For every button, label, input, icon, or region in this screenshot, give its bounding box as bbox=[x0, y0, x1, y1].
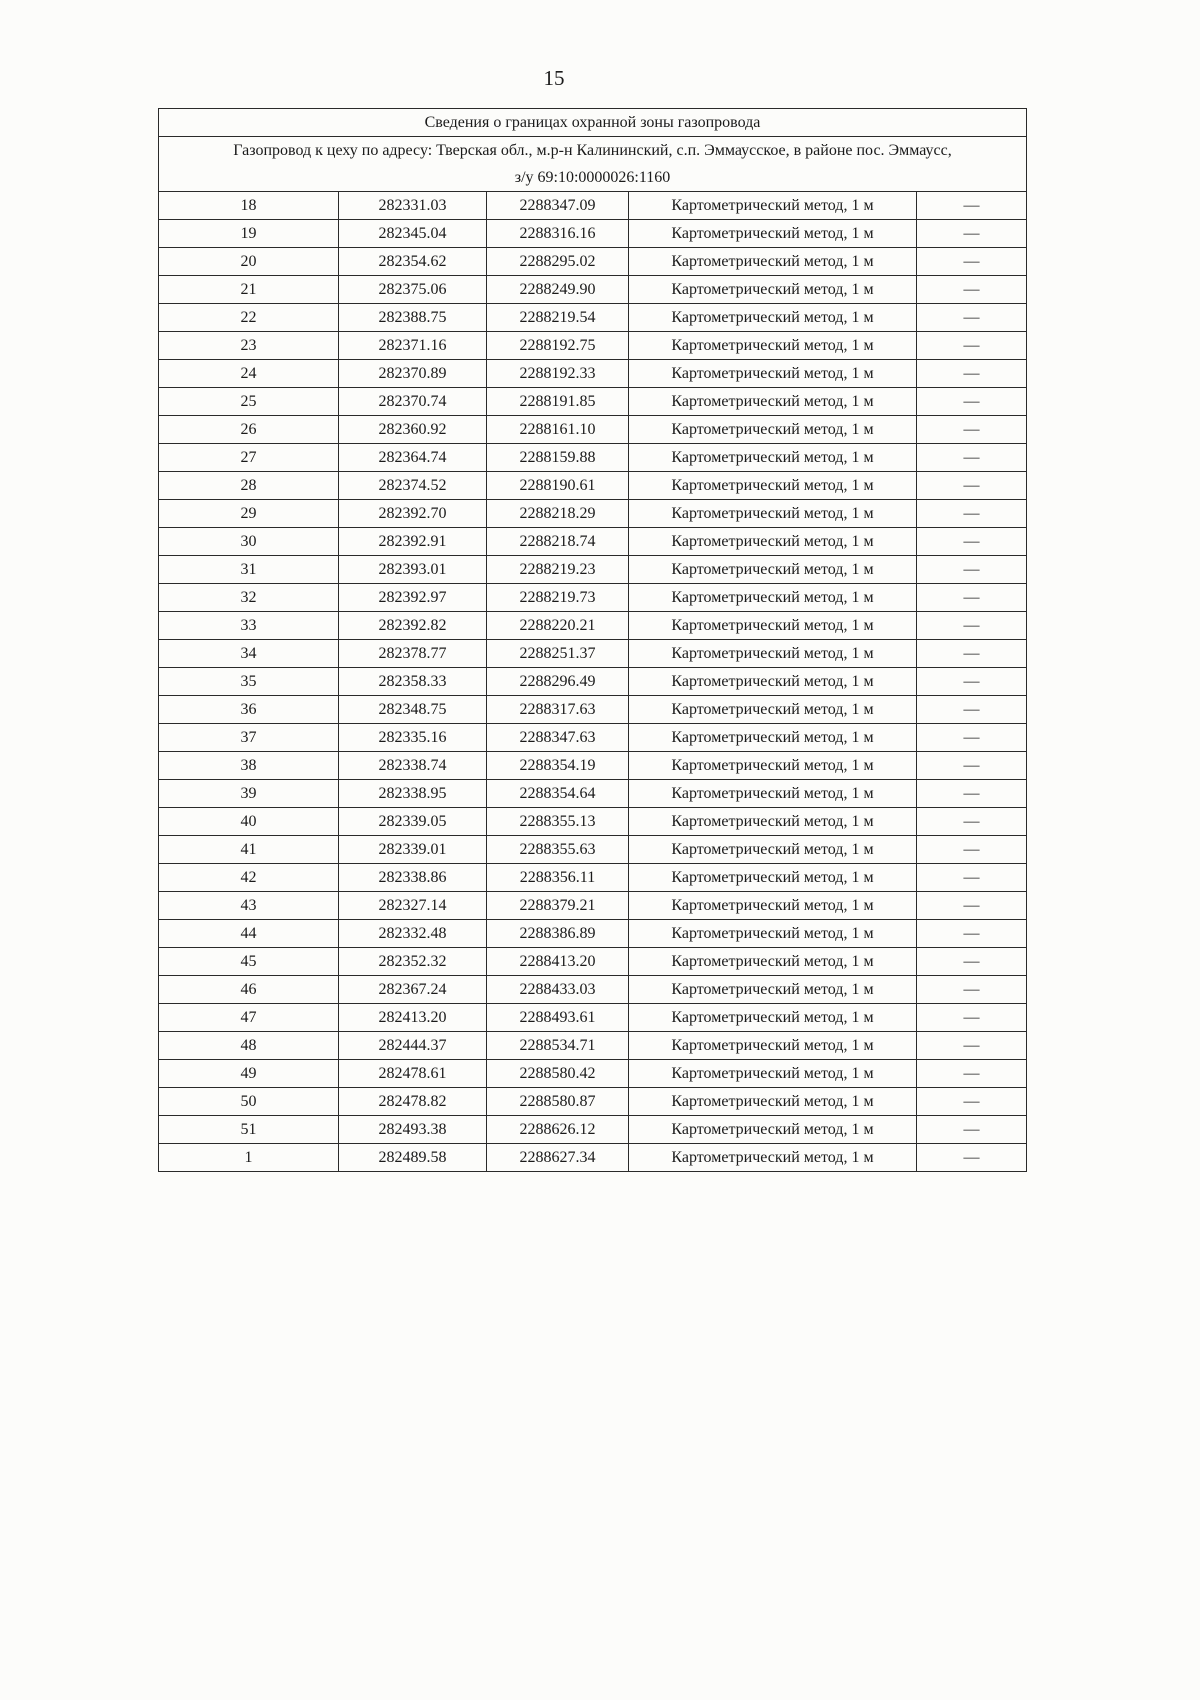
coordinate-y-cell: 2288317.63 bbox=[487, 696, 629, 724]
coordinate-x-cell: 282392.82 bbox=[339, 612, 487, 640]
coordinate-y-cell: 2288192.75 bbox=[487, 332, 629, 360]
note-cell: — bbox=[917, 1088, 1027, 1116]
coordinate-y-cell: 2288580.42 bbox=[487, 1060, 629, 1088]
point-number-cell: 1 bbox=[159, 1144, 339, 1172]
table-row bbox=[159, 1088, 1027, 1116]
table-row bbox=[159, 668, 1027, 696]
note-cell: — bbox=[917, 528, 1027, 556]
coordinate-y-cell: 2288296.49 bbox=[487, 668, 629, 696]
note-cell: — bbox=[917, 640, 1027, 668]
note-cell: — bbox=[917, 276, 1027, 304]
coordinate-y-cell: 2288627.34 bbox=[487, 1144, 629, 1172]
subtitle-address: Газопровод к цеху по адресу: Тверская обл., м.р-н Калининский, с.п. Эммаусское, в районе пос. Эммаусс, bbox=[233, 142, 952, 159]
coordinate-x-cell: 282338.86 bbox=[339, 864, 487, 892]
coordinate-y-cell: 2288580.87 bbox=[487, 1088, 629, 1116]
point-number-cell: 48 bbox=[159, 1032, 339, 1060]
point-number-cell: 18 bbox=[159, 192, 339, 220]
note-cell: — bbox=[917, 1060, 1027, 1088]
note-cell: — bbox=[917, 668, 1027, 696]
note-cell: — bbox=[917, 780, 1027, 808]
point-number-cell: 32 bbox=[159, 584, 339, 612]
coordinate-y-cell: 2288190.61 bbox=[487, 472, 629, 500]
note-cell: — bbox=[917, 612, 1027, 640]
method-cell: Картометрический метод, 1 м bbox=[629, 724, 917, 752]
table-row bbox=[159, 192, 1027, 220]
table-row bbox=[159, 836, 1027, 864]
method-cell: Картометрический метод, 1 м bbox=[629, 556, 917, 584]
coordinate-y-cell: 2288626.12 bbox=[487, 1116, 629, 1144]
coordinate-y-cell: 2288347.63 bbox=[487, 724, 629, 752]
page-number: 15 bbox=[543, 66, 565, 90]
point-number-cell: 34 bbox=[159, 640, 339, 668]
table-title: Сведения о границах охранной зоны газопровода bbox=[159, 109, 1027, 137]
note-cell: — bbox=[917, 1032, 1027, 1060]
table-row bbox=[159, 920, 1027, 948]
coordinate-x-cell: 282374.52 bbox=[339, 472, 487, 500]
table-row bbox=[159, 864, 1027, 892]
table-row bbox=[159, 1144, 1027, 1172]
point-number-cell: 44 bbox=[159, 920, 339, 948]
table-row bbox=[159, 612, 1027, 640]
note-cell: — bbox=[917, 444, 1027, 472]
table-row bbox=[159, 416, 1027, 444]
coordinate-x-cell: 282370.89 bbox=[339, 360, 487, 388]
note-cell: — bbox=[917, 388, 1027, 416]
point-number-cell: 23 bbox=[159, 332, 339, 360]
method-cell: Картометрический метод, 1 м bbox=[629, 892, 917, 920]
coordinate-y-cell: 2288316.16 bbox=[487, 220, 629, 248]
note-cell: — bbox=[917, 360, 1027, 388]
point-number-cell: 27 bbox=[159, 444, 339, 472]
method-cell: Картометрический метод, 1 м bbox=[629, 976, 917, 1004]
gas-pipeline-boundary-table bbox=[158, 108, 1027, 1172]
method-cell: Картометрический метод, 1 м bbox=[629, 696, 917, 724]
point-number-cell: 41 bbox=[159, 836, 339, 864]
method-cell: Картометрический метод, 1 м bbox=[629, 668, 917, 696]
coordinate-x-cell: 282478.61 bbox=[339, 1060, 487, 1088]
point-number-cell: 26 bbox=[159, 416, 339, 444]
note-cell: — bbox=[917, 696, 1027, 724]
method-cell: Картометрический метод, 1 м bbox=[629, 752, 917, 780]
table-row bbox=[159, 556, 1027, 584]
coordinate-x-cell: 282493.38 bbox=[339, 1116, 487, 1144]
point-number-cell: 36 bbox=[159, 696, 339, 724]
point-number-cell: 43 bbox=[159, 892, 339, 920]
coordinate-x-cell: 282331.03 bbox=[339, 192, 487, 220]
table-title-row bbox=[159, 109, 1027, 137]
table-row bbox=[159, 444, 1027, 472]
coordinate-x-cell: 282358.33 bbox=[339, 668, 487, 696]
coordinate-y-cell: 2288354.64 bbox=[487, 780, 629, 808]
method-cell: Картометрический метод, 1 м bbox=[629, 1060, 917, 1088]
coordinate-x-cell: 282413.20 bbox=[339, 1004, 487, 1032]
coordinate-x-cell: 282335.16 bbox=[339, 724, 487, 752]
table-row bbox=[159, 976, 1027, 1004]
note-cell: — bbox=[917, 584, 1027, 612]
coordinate-x-cell: 282489.58 bbox=[339, 1144, 487, 1172]
point-number-cell: 47 bbox=[159, 1004, 339, 1032]
table-subtitle-row bbox=[159, 137, 1027, 192]
method-cell: Картометрический метод, 1 м bbox=[629, 192, 917, 220]
method-cell: Картометрический метод, 1 м bbox=[629, 304, 917, 332]
table-row bbox=[159, 640, 1027, 668]
coordinate-x-cell: 282345.04 bbox=[339, 220, 487, 248]
method-cell: Картометрический метод, 1 м bbox=[629, 220, 917, 248]
table-body bbox=[159, 109, 1027, 1172]
coordinate-y-cell: 2288347.09 bbox=[487, 192, 629, 220]
table-row bbox=[159, 1116, 1027, 1144]
coordinate-x-cell: 282378.77 bbox=[339, 640, 487, 668]
coordinate-y-cell: 2288192.33 bbox=[487, 360, 629, 388]
method-cell: Картометрический метод, 1 м bbox=[629, 276, 917, 304]
table-row bbox=[159, 528, 1027, 556]
point-number-cell: 29 bbox=[159, 500, 339, 528]
coordinate-y-cell: 2288386.89 bbox=[487, 920, 629, 948]
method-cell: Картометрический метод, 1 м bbox=[629, 444, 917, 472]
subtitle-cadastral-number: з/у 69:10:0000026:1160 bbox=[514, 169, 671, 186]
coordinate-y-cell: 2288161.10 bbox=[487, 416, 629, 444]
coordinate-x-cell: 282327.14 bbox=[339, 892, 487, 920]
method-cell: Картометрический метод, 1 м bbox=[629, 584, 917, 612]
point-number-cell: 24 bbox=[159, 360, 339, 388]
method-cell: Картометрический метод, 1 м bbox=[629, 528, 917, 556]
method-cell: Картометрический метод, 1 м bbox=[629, 332, 917, 360]
coordinate-y-cell: 2288220.21 bbox=[487, 612, 629, 640]
method-cell: Картометрический метод, 1 м bbox=[629, 808, 917, 836]
coordinate-y-cell: 2288219.73 bbox=[487, 584, 629, 612]
table-row bbox=[159, 360, 1027, 388]
point-number-cell: 40 bbox=[159, 808, 339, 836]
table-row bbox=[159, 1060, 1027, 1088]
coordinate-y-cell: 2288218.29 bbox=[487, 500, 629, 528]
coordinate-y-cell: 2288356.11 bbox=[487, 864, 629, 892]
note-cell: — bbox=[917, 556, 1027, 584]
coordinate-y-cell: 2288218.74 bbox=[487, 528, 629, 556]
method-cell: Картометрический метод, 1 м bbox=[629, 1116, 917, 1144]
note-cell: — bbox=[917, 416, 1027, 444]
coordinate-x-cell: 282339.05 bbox=[339, 808, 487, 836]
note-cell: — bbox=[917, 1116, 1027, 1144]
point-number-cell: 39 bbox=[159, 780, 339, 808]
point-number-cell: 49 bbox=[159, 1060, 339, 1088]
coordinate-x-cell: 282332.48 bbox=[339, 920, 487, 948]
table-row bbox=[159, 584, 1027, 612]
coordinate-y-cell: 2288249.90 bbox=[487, 276, 629, 304]
method-cell: Картометрический метод, 1 м bbox=[629, 864, 917, 892]
point-number-cell: 22 bbox=[159, 304, 339, 332]
point-number-cell: 33 bbox=[159, 612, 339, 640]
note-cell: — bbox=[917, 192, 1027, 220]
coordinate-x-cell: 282367.24 bbox=[339, 976, 487, 1004]
table-row bbox=[159, 752, 1027, 780]
method-cell: Картометрический метод, 1 м bbox=[629, 612, 917, 640]
table-row bbox=[159, 388, 1027, 416]
note-cell: — bbox=[917, 892, 1027, 920]
note-cell: — bbox=[917, 248, 1027, 276]
coordinate-y-cell: 2288159.88 bbox=[487, 444, 629, 472]
coordinate-y-cell: 2288493.61 bbox=[487, 1004, 629, 1032]
note-cell: — bbox=[917, 920, 1027, 948]
coordinate-x-cell: 282388.75 bbox=[339, 304, 487, 332]
point-number-cell: 25 bbox=[159, 388, 339, 416]
method-cell: Картометрический метод, 1 м bbox=[629, 416, 917, 444]
method-cell: Картометрический метод, 1 м bbox=[629, 500, 917, 528]
table-row bbox=[159, 948, 1027, 976]
note-cell: — bbox=[917, 332, 1027, 360]
note-cell: — bbox=[917, 500, 1027, 528]
point-number-cell: 21 bbox=[159, 276, 339, 304]
point-number-cell: 35 bbox=[159, 668, 339, 696]
table-row bbox=[159, 220, 1027, 248]
method-cell: Картометрический метод, 1 м bbox=[629, 780, 917, 808]
point-number-cell: 45 bbox=[159, 948, 339, 976]
point-number-cell: 51 bbox=[159, 1116, 339, 1144]
method-cell: Картометрический метод, 1 м bbox=[629, 836, 917, 864]
point-number-cell: 38 bbox=[159, 752, 339, 780]
coordinate-x-cell: 282371.16 bbox=[339, 332, 487, 360]
coordinate-x-cell: 282370.74 bbox=[339, 388, 487, 416]
note-cell: — bbox=[917, 1004, 1027, 1032]
point-number-cell: 37 bbox=[159, 724, 339, 752]
table-row bbox=[159, 248, 1027, 276]
table-row bbox=[159, 696, 1027, 724]
method-cell: Картометрический метод, 1 м bbox=[629, 388, 917, 416]
coordinate-x-cell: 282392.97 bbox=[339, 584, 487, 612]
note-cell: — bbox=[917, 472, 1027, 500]
point-number-cell: 42 bbox=[159, 864, 339, 892]
point-number-cell: 46 bbox=[159, 976, 339, 1004]
coordinate-y-cell: 2288354.19 bbox=[487, 752, 629, 780]
coordinate-y-cell: 2288379.21 bbox=[487, 892, 629, 920]
coordinate-x-cell: 282339.01 bbox=[339, 836, 487, 864]
coordinate-x-cell: 282364.74 bbox=[339, 444, 487, 472]
method-cell: Картометрический метод, 1 м bbox=[629, 1004, 917, 1032]
note-cell: — bbox=[917, 220, 1027, 248]
coordinate-y-cell: 2288219.54 bbox=[487, 304, 629, 332]
note-cell: — bbox=[917, 808, 1027, 836]
method-cell: Картометрический метод, 1 м bbox=[629, 1144, 917, 1172]
coordinate-x-cell: 282360.92 bbox=[339, 416, 487, 444]
note-cell: — bbox=[917, 836, 1027, 864]
note-cell: — bbox=[917, 976, 1027, 1004]
method-cell: Картометрический метод, 1 м bbox=[629, 248, 917, 276]
coordinate-y-cell: 2288191.85 bbox=[487, 388, 629, 416]
coordinate-x-cell: 282444.37 bbox=[339, 1032, 487, 1060]
coordinate-x-cell: 282352.32 bbox=[339, 948, 487, 976]
coordinate-y-cell: 2288413.20 bbox=[487, 948, 629, 976]
point-number-cell: 30 bbox=[159, 528, 339, 556]
table-row bbox=[159, 808, 1027, 836]
table-row bbox=[159, 892, 1027, 920]
table-row bbox=[159, 332, 1027, 360]
point-number-cell: 19 bbox=[159, 220, 339, 248]
table-row bbox=[159, 500, 1027, 528]
method-cell: Картометрический метод, 1 м bbox=[629, 920, 917, 948]
point-number-cell: 50 bbox=[159, 1088, 339, 1116]
method-cell: Картометрический метод, 1 м bbox=[629, 360, 917, 388]
table-row bbox=[159, 472, 1027, 500]
method-cell: Картометрический метод, 1 м bbox=[629, 1088, 917, 1116]
coordinate-x-cell: 282392.70 bbox=[339, 500, 487, 528]
coordinate-x-cell: 282392.91 bbox=[339, 528, 487, 556]
note-cell: — bbox=[917, 1144, 1027, 1172]
method-cell: Картометрический метод, 1 м bbox=[629, 948, 917, 976]
coordinate-y-cell: 2288251.37 bbox=[487, 640, 629, 668]
method-cell: Картометрический метод, 1 м bbox=[629, 640, 917, 668]
table-row bbox=[159, 780, 1027, 808]
coordinate-y-cell: 2288295.02 bbox=[487, 248, 629, 276]
note-cell: — bbox=[917, 724, 1027, 752]
coordinate-x-cell: 282338.74 bbox=[339, 752, 487, 780]
coordinate-y-cell: 2288355.13 bbox=[487, 808, 629, 836]
method-cell: Картометрический метод, 1 м bbox=[629, 472, 917, 500]
coordinate-x-cell: 282375.06 bbox=[339, 276, 487, 304]
point-number-cell: 31 bbox=[159, 556, 339, 584]
table-row bbox=[159, 276, 1027, 304]
coordinate-y-cell: 2288355.63 bbox=[487, 836, 629, 864]
table-row bbox=[159, 724, 1027, 752]
coordinate-y-cell: 2288433.03 bbox=[487, 976, 629, 1004]
table-row bbox=[159, 304, 1027, 332]
table-row bbox=[159, 1004, 1027, 1032]
method-cell: Картометрический метод, 1 м bbox=[629, 1032, 917, 1060]
table-subtitle bbox=[159, 137, 1027, 192]
coordinate-y-cell: 2288534.71 bbox=[487, 1032, 629, 1060]
coordinate-x-cell: 282354.62 bbox=[339, 248, 487, 276]
table-row bbox=[159, 1032, 1027, 1060]
coordinate-x-cell: 282478.82 bbox=[339, 1088, 487, 1116]
coordinate-x-cell: 282393.01 bbox=[339, 556, 487, 584]
note-cell: — bbox=[917, 948, 1027, 976]
coordinate-y-cell: 2288219.23 bbox=[487, 556, 629, 584]
point-number-cell: 20 bbox=[159, 248, 339, 276]
note-cell: — bbox=[917, 864, 1027, 892]
note-cell: — bbox=[917, 752, 1027, 780]
point-number-cell: 28 bbox=[159, 472, 339, 500]
coordinate-x-cell: 282338.95 bbox=[339, 780, 487, 808]
note-cell: — bbox=[917, 304, 1027, 332]
coordinate-x-cell: 282348.75 bbox=[339, 696, 487, 724]
